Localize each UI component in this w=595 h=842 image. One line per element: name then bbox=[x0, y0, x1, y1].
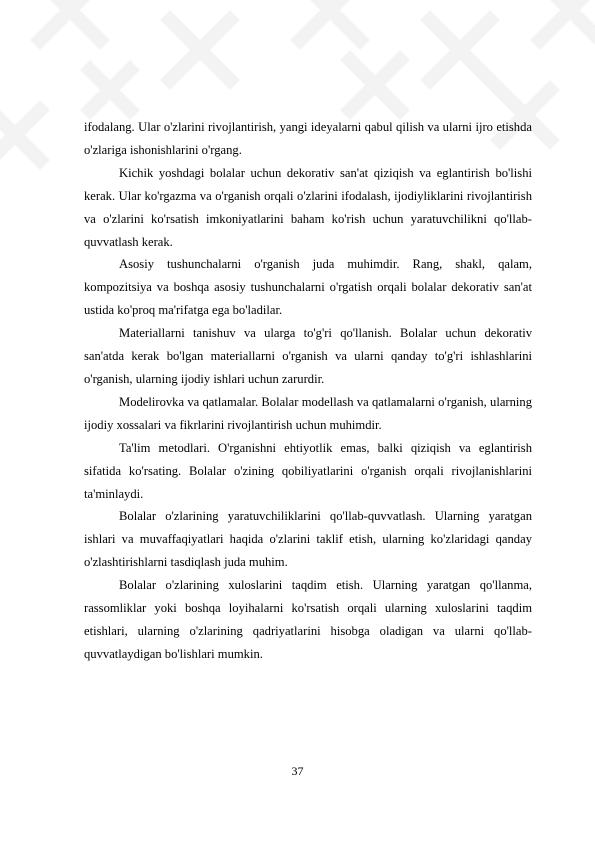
paragraph-8: Bolalar o'zlarining xuloslarini taqdim etish. Ularning yaratgan qo'llanma, rassomliklar yoki boshqa loyihalarni ko'rsatish orqali ularning xuloslarini taqdim etishlari, ularning o'zlarining qadriyatlarini hisobga oladigan va ularni qo'llab-quvvatlaydigan bo'lishlari mumkin. bbox=[84, 578, 532, 661]
paragraph-5: Modelirovka va qatlamalar. Bolalar modellash va qatlamalarni o'rganish, ularning ijodiy xossalari va fikrlarini rivojlantirish uchun muhimdir. bbox=[84, 394, 532, 432]
paragraph-3: Asosiy tushunchalarni o'rganish juda muhimdir. Rang, shakl, qalam, kompozitsiya va boshqa asosiy tushunchalarni o'rgatish orqali bolalar dekorativ san'at ustida ko'proq ma'rifatga ega bo'ladilar. bbox=[84, 257, 532, 318]
paragraph-4: Materiallarni tanishuv va ularga to'g'ri qo'llanish. Bolalar uchun dekorativ san'atda kerak bo'lgan materiallarni o'rganish va ularni qanday to'g'ri ishlashlarini o'rganish, ularning ijodiy ishlari uchun zarurdir. bbox=[84, 326, 532, 386]
paragraph-7: Bolalar o'zlarining yaratuvchiliklarini qo'llab-quvvatlash. Ularning yaratgan ishlari va muvaffaqiyatlari haqida o'zlarini taklif etish, ularning ko'zlaridagi qanday o'zlashtirishlarni tasdiqlash juda muhim. bbox=[84, 509, 532, 570]
paragraph-2: Kichik yoshdagi bolalar uchun dekorativ san'at qiziqish va eglantirish bo'lishi kerak. Ular ko'rgazma va o'rganish orqali o'zlarini ifodalash, ijodiyliklarini rivojlantirish va o'zlarini ko'rsatish imkoniyatlarini baham ko'rish uchun yaratuvchilikni qo'llab-quvvatlash kerak. bbox=[84, 165, 532, 249]
page-number: 37 bbox=[291, 764, 304, 778]
document-body bbox=[84, 116, 532, 666]
paragraph-6: Ta'lim metodlari. O'rganishni ehtiyotlik emas, balki qiziqish va eglantirish sifatida ko'rsating. Bolalar o'zining qobiliyatlarini o'rganish orqali rivojlanishlarini ta'minlaydi. bbox=[84, 440, 532, 501]
paragraph-1: ifodalang. Ular o'zlarini rivojlantirish, yangi ideyalarni qabul qilish va ularni ijro etishda o'zlariga ishonishlarini o'rgang. bbox=[84, 120, 532, 157]
